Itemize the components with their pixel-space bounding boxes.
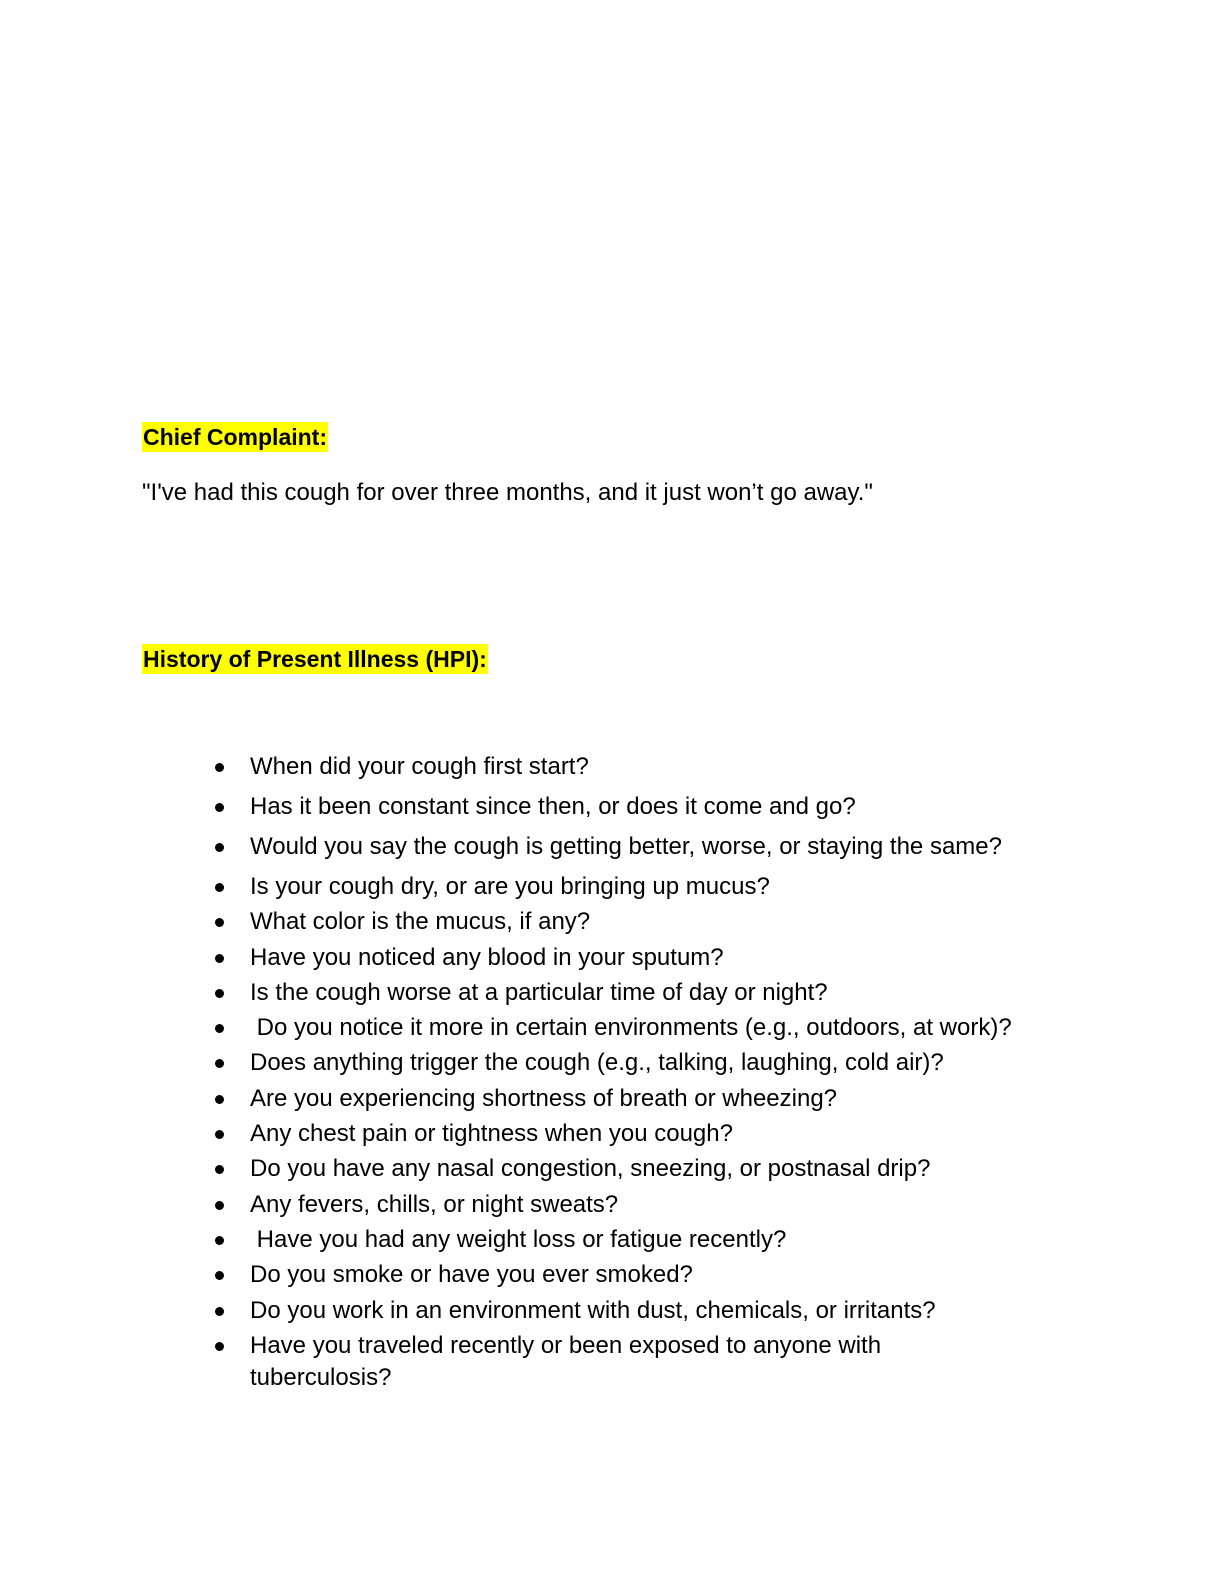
bullet-icon [215, 1024, 224, 1033]
bullet-icon [215, 1165, 224, 1174]
list-item [212, 1259, 1112, 1291]
question-text: When did your cough first start? [250, 753, 589, 780]
bullet-icon [215, 883, 224, 892]
question-text: Any chest pain or tightness when you cough? [250, 1120, 733, 1148]
list-item [212, 831, 1112, 863]
bullet-icon [215, 803, 224, 812]
question-text: Have you traveled recently or been exposed to anyone with tuberculosis? [250, 1331, 882, 1391]
question-text: Have you had any weight loss or fatigue recently? [250, 1225, 787, 1253]
question-text: Has it been constant since then, or does it come and go? [250, 793, 856, 820]
bullet-icon [215, 1201, 224, 1210]
list-item [212, 791, 1112, 823]
list-item [212, 1295, 1112, 1327]
list-item [212, 1083, 1112, 1115]
question-text: Do you work in an environment with dust, chemicals, or irritants? [250, 1296, 936, 1324]
list-item [212, 1118, 1112, 1150]
bullet-icon [215, 1130, 224, 1139]
bullet-icon [215, 918, 224, 927]
hpi-heading [142, 643, 488, 675]
list-item [212, 1330, 950, 1394]
question-text: Any fevers, chills, or night sweats? [250, 1190, 619, 1218]
bullet-icon [215, 763, 224, 772]
hpi-heading-text: History of Present Illness (HPI): [143, 646, 487, 672]
list-item [212, 977, 1112, 1009]
question-text: Do you smoke or have you ever smoked? [250, 1261, 693, 1289]
list-item [212, 1012, 1112, 1044]
question-text: Does anything trigger the cough (e.g., talking, laughing, cold air)? [250, 1049, 944, 1077]
question-text: Is the cough worse at a particular time of day or night? [250, 978, 828, 1006]
list-item [212, 1189, 1112, 1221]
list-item [212, 1153, 1112, 1185]
list-item [212, 1224, 1112, 1256]
question-text: Do you have any nasal congestion, sneezing, or postnasal drip? [250, 1155, 931, 1183]
list-item [212, 942, 1112, 974]
bullet-icon [215, 1059, 224, 1068]
question-text: Are you experiencing shortness of breath or wheezing? [250, 1084, 838, 1112]
question-text: Do you notice it more in certain environments (e.g., outdoors, at work)? [250, 1014, 1012, 1042]
list-item [212, 1047, 1112, 1079]
chief-complaint-quote: "I've had this cough for over three months, and it just won’t go away." [142, 479, 873, 506]
question-text: Would you say the cough is getting better, worse, or staying the same? [250, 833, 1002, 860]
question-text: Have you noticed any blood in your sputum? [250, 943, 724, 971]
list-item [212, 906, 1112, 938]
bullet-icon [215, 843, 224, 852]
list-item [212, 871, 1112, 903]
bullet-icon [215, 1342, 224, 1351]
chief-complaint-heading-text: Chief Complaint: [143, 424, 327, 450]
chief-complaint-heading [142, 421, 328, 453]
bullet-icon [215, 1271, 224, 1280]
bullet-icon [215, 1095, 224, 1104]
bullet-icon [215, 954, 224, 963]
list-item [212, 751, 1112, 783]
bullet-icon [215, 989, 224, 998]
question-text: Is your cough dry, or are you bringing up mucus? [250, 873, 770, 900]
bullet-icon [215, 1307, 224, 1316]
hpi-question-list [212, 751, 1112, 1397]
bullet-icon [215, 1236, 224, 1245]
question-text: What color is the mucus, if any? [250, 908, 591, 936]
